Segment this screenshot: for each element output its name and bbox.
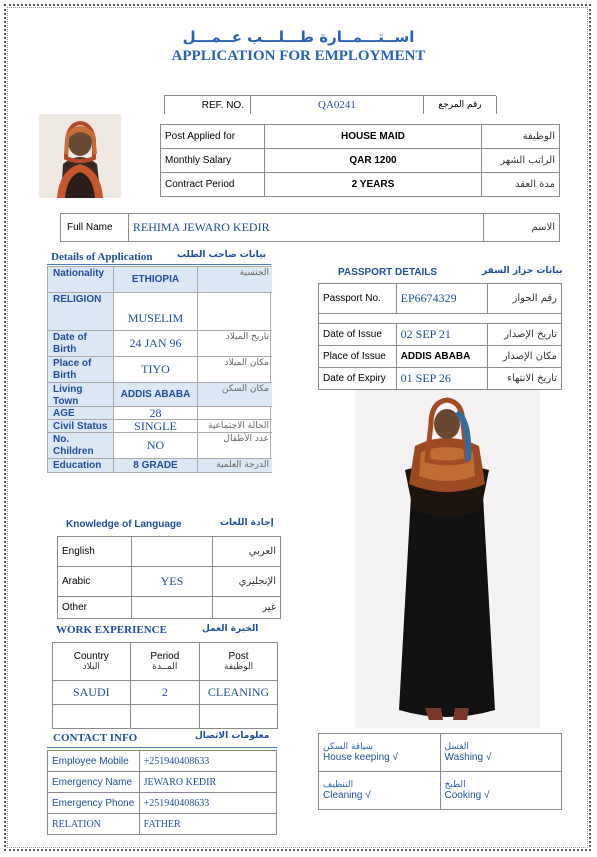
passport-header (336, 265, 564, 281)
applicant-photo-full (355, 390, 540, 728)
details-label-ar: عدد الأطفال (223, 434, 269, 444)
skill-cooking: الطبخ Cooking √ (440, 772, 562, 810)
applicant-photo-small (39, 114, 121, 198)
language-english-value (131, 537, 213, 567)
work-col-post: Post الوظيفة (200, 643, 278, 681)
work-col-country: Country البلاد (53, 643, 131, 681)
language-english-label: English (58, 537, 132, 567)
details-label-ar: الجنسية (198, 267, 272, 292)
issue-date-label: Date of Issue (319, 324, 397, 346)
details-label: Nationality (48, 267, 114, 292)
ref-row (164, 95, 496, 114)
details-label: AGE (48, 407, 114, 419)
skills-table (318, 733, 562, 810)
language-arabic-label-ar: الإنجليزي (213, 567, 281, 597)
details-table (47, 266, 271, 473)
post-table (160, 124, 560, 197)
language-other-label: Other (58, 597, 132, 619)
full-name-label: Full Name (61, 214, 129, 242)
skill-cleaning: التنظيف Cleaning √ (319, 772, 441, 810)
details-label-ar: مكان الميلاد (224, 358, 269, 368)
passport-no-label: Passport No. (319, 284, 397, 314)
contact-relation-value: FATHER (139, 814, 276, 835)
work-post: CLEANING (200, 681, 278, 705)
details-value: 8 GRADE (114, 459, 198, 472)
contact-relation-label: RELATION (48, 814, 140, 835)
contact-header (47, 731, 277, 748)
details-label: Living Town (48, 383, 114, 406)
details-row (48, 293, 272, 331)
details-value: NO (114, 433, 198, 458)
ref-value: QA0241 (318, 99, 356, 111)
passport-title: PASSPORT DETAILS (338, 267, 438, 278)
language-header (60, 518, 282, 532)
language-table (57, 536, 281, 619)
work-title: WORK EXPERIENCE (56, 624, 167, 636)
contact-table (47, 750, 277, 835)
details-label: Date of Birth (48, 331, 114, 356)
details-row (48, 331, 272, 357)
details-row (48, 420, 272, 433)
issue-place-label-ar: مكان الإصدار (488, 346, 562, 368)
details-value: 24 JAN 96 (114, 331, 198, 356)
language-title: Knowledge of Language (66, 519, 182, 530)
details-value: 28 (114, 407, 198, 419)
details-label: Education (48, 459, 114, 472)
details-label: No. Children (48, 433, 114, 458)
details-row (48, 267, 272, 293)
details-row (48, 383, 272, 407)
details-title-ar: بيانات صاحب الطلب (177, 250, 267, 260)
details-label: Civil Status (48, 420, 114, 432)
full-name-label-ar: الاسم (484, 214, 560, 242)
issue-place-value: ADDIS ABABA (396, 346, 488, 368)
details-label-ar (198, 407, 272, 419)
work-country: SAUDI (53, 681, 131, 705)
details-label-ar: الحالة الاجتماعية (208, 421, 269, 431)
passport-no-value: EP6674329 (396, 284, 488, 314)
post-label: Post Applied for (161, 125, 265, 149)
salary-value: QAR 1200 (264, 149, 481, 173)
issue-date-label-ar: تاريخ الإصدار (488, 324, 562, 346)
details-value: ADDIS ABABA (114, 383, 198, 406)
details-label-ar: مكان السكن (198, 383, 272, 406)
issue-date-value: 02 SEP 21 (396, 324, 488, 346)
contact-emergency-name-label: Emergency Name (48, 772, 140, 793)
contact-title: CONTACT INFO (53, 732, 138, 744)
full-name-value: REHIMA JEWARO KEDIR (128, 214, 483, 242)
passport-no-label-ar: رقم الجواز (488, 284, 562, 314)
expiry-date-label-ar: تاريخ الانتهاء (488, 368, 562, 390)
post-value: HOUSE MAID (264, 125, 481, 149)
details-label-ar (198, 293, 272, 330)
details-value: TIYO (114, 357, 198, 382)
skill-housekeeping: سياقة السكن House keeping √ (319, 734, 441, 772)
language-other-value (131, 597, 213, 619)
work-period: 2 (130, 681, 200, 705)
ref-label-ar: رقم المرجع (423, 96, 497, 114)
contract-label: Contract Period (161, 173, 265, 197)
expiry-date-value: 01 SEP 26 (396, 368, 488, 390)
contract-value: 2 YEARS (264, 173, 481, 197)
details-title: Details of Application (51, 251, 153, 263)
language-english-label-ar: العربي (213, 537, 281, 567)
language-arabic-value: YES (131, 567, 213, 597)
salary-label: Monthly Salary (161, 149, 265, 173)
contact-emergency-phone-label: Emergency Phone (48, 793, 140, 814)
details-label-ar: الدرجة العلمية (198, 459, 272, 472)
details-row (48, 357, 272, 383)
work-title-ar: الخبرة العمل (202, 624, 259, 634)
language-title-ar: إجادة اللغات (220, 518, 274, 528)
work-header (52, 624, 278, 638)
ref-label: REF. NO. (165, 96, 251, 114)
details-label: Place of Birth (48, 357, 114, 382)
skill-washing: الغسل Washing √ (440, 734, 562, 772)
details-label: RELIGION (48, 293, 114, 330)
contact-emergency-name-value: JEWARO KEDIR (139, 772, 276, 793)
title-arabic: اســتـــمــارة طـــلـــب عــمـــل (182, 28, 415, 46)
contact-mobile-value: +251940408633 (139, 751, 276, 772)
contact-emergency-phone-value: +251940408633 (139, 793, 276, 814)
post-label-ar: الوظيفة (482, 125, 560, 149)
work-table (52, 642, 278, 729)
contract-label-ar: مدة العقد (482, 173, 560, 197)
passport-title-ar: بيانات جزاز السفر (482, 266, 563, 276)
details-value: MUSELIM (114, 293, 198, 330)
passport-table (318, 283, 562, 390)
expiry-date-label: Date of Expiry (319, 368, 397, 390)
language-other-label-ar: غير (213, 597, 281, 619)
contact-mobile-label: Employee Mobile (48, 751, 140, 772)
title-english: APPLICATION FOR EMPLOYMENT (171, 48, 426, 64)
contact-title-ar: معلومات الاتصال (195, 731, 270, 741)
details-header (47, 248, 271, 265)
details-label-ar: تاريخ الميلاد (225, 332, 269, 342)
salary-label-ar: الراتب الشهر (482, 149, 560, 173)
details-value: SINGLE (114, 420, 198, 432)
details-value: ETHIOPIA (114, 267, 198, 292)
work-col-period: Period المــدة (130, 643, 200, 681)
full-name-table (60, 213, 560, 242)
issue-place-label: Place of Issue (319, 346, 397, 368)
language-arabic-label: Arabic (58, 567, 132, 597)
details-row (48, 459, 272, 473)
details-row (48, 433, 272, 459)
